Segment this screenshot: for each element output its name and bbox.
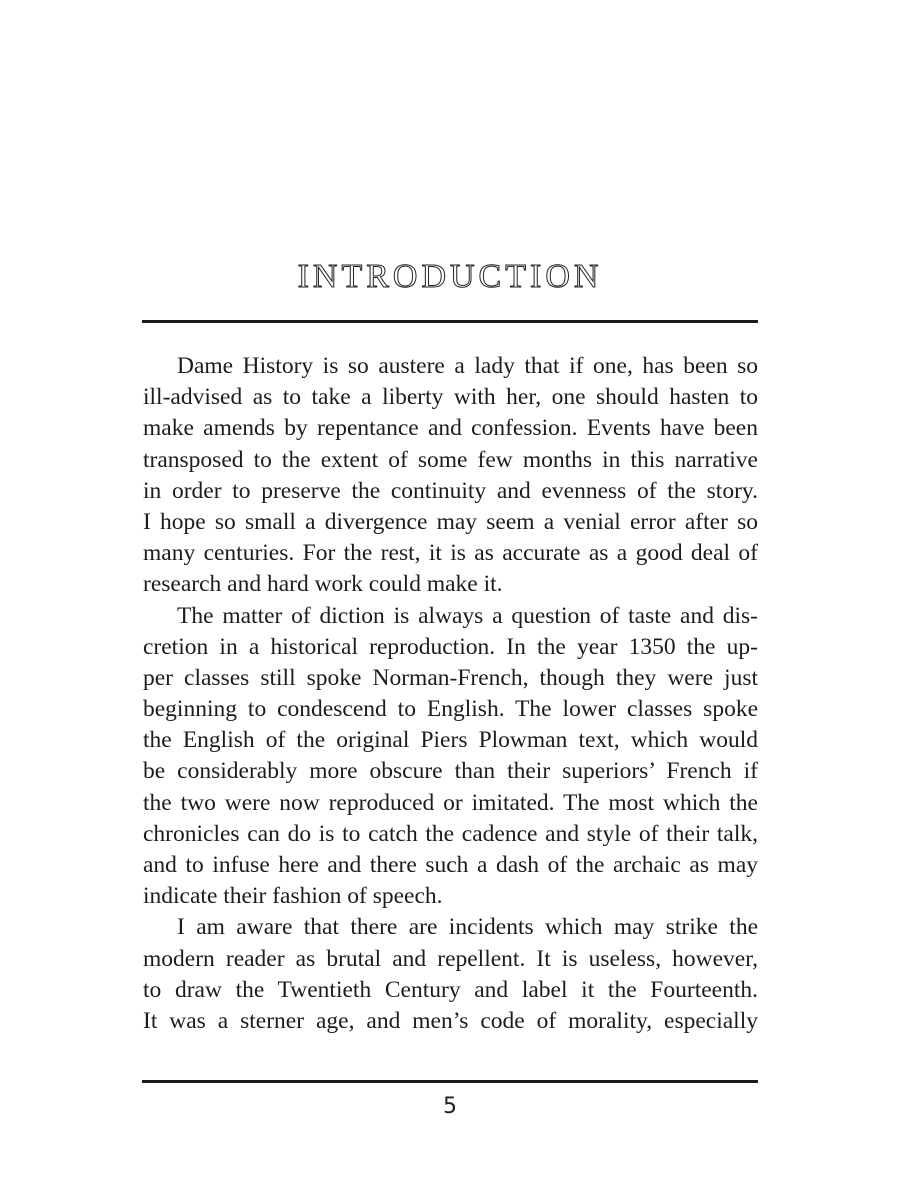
text-line: research and hard work could make it.: [143, 571, 503, 598]
text-line: many centuries. For the rest, it is as accurate as a good deal of: [143, 540, 758, 567]
chapter-title: INTRODUCTION: [297, 258, 603, 295]
text-line: It was a sterner age, and men’s code of morality, especially: [143, 1007, 758, 1034]
text-line: I hope so small a divergence may seem a venial error after so: [143, 508, 758, 535]
body-text: [143, 351, 758, 1037]
text-line: ill-advised as to take a liberty with her, one should hasten to: [143, 384, 758, 411]
text-line: to draw the Twentieth Century and label it the Fourteenth.: [143, 976, 758, 1003]
text-line: the English of the original Piers Plowman text, which would: [143, 727, 758, 754]
top-rule: [142, 320, 758, 323]
text-line: per classes still spoke Norman-French, though they were just: [143, 664, 758, 691]
text-line: make amends by repentance and confession. Events have been: [143, 415, 758, 442]
text-line: indicate their fashion of speech.: [143, 883, 443, 910]
text-line: and to infuse here and there such a dash of the archaic as may: [143, 852, 758, 878]
text-line: cretion in a historical reproduction. In the year 1350 the up-: [143, 633, 758, 660]
text-line: beginning to condescend to English. The lower classes spoke: [143, 696, 758, 723]
text-line: the two were now reproduced or imitated. The most which the: [143, 789, 758, 816]
text-line: The matter of diction is always a question of taste and dis-: [177, 602, 758, 629]
text-line: chronicles can do is to catch the cadence and style of their talk,: [143, 820, 758, 847]
page-number: 5: [443, 1094, 457, 1119]
bottom-rule: [142, 1080, 758, 1083]
text-line: in order to preserve the continuity and evenness of the story.: [143, 477, 758, 504]
text-line: modern reader as brutal and repellent. It is useless, however,: [143, 945, 758, 972]
text-line: be considerably more obscure than their superiors’ French if: [143, 758, 758, 785]
text-line: Dame History is so austere a lady that if one, has been so: [177, 353, 758, 379]
text-line: transposed to the extent of some few months in this narrative: [143, 446, 758, 473]
text-line: I am aware that there are incidents which may strike the: [177, 914, 758, 941]
